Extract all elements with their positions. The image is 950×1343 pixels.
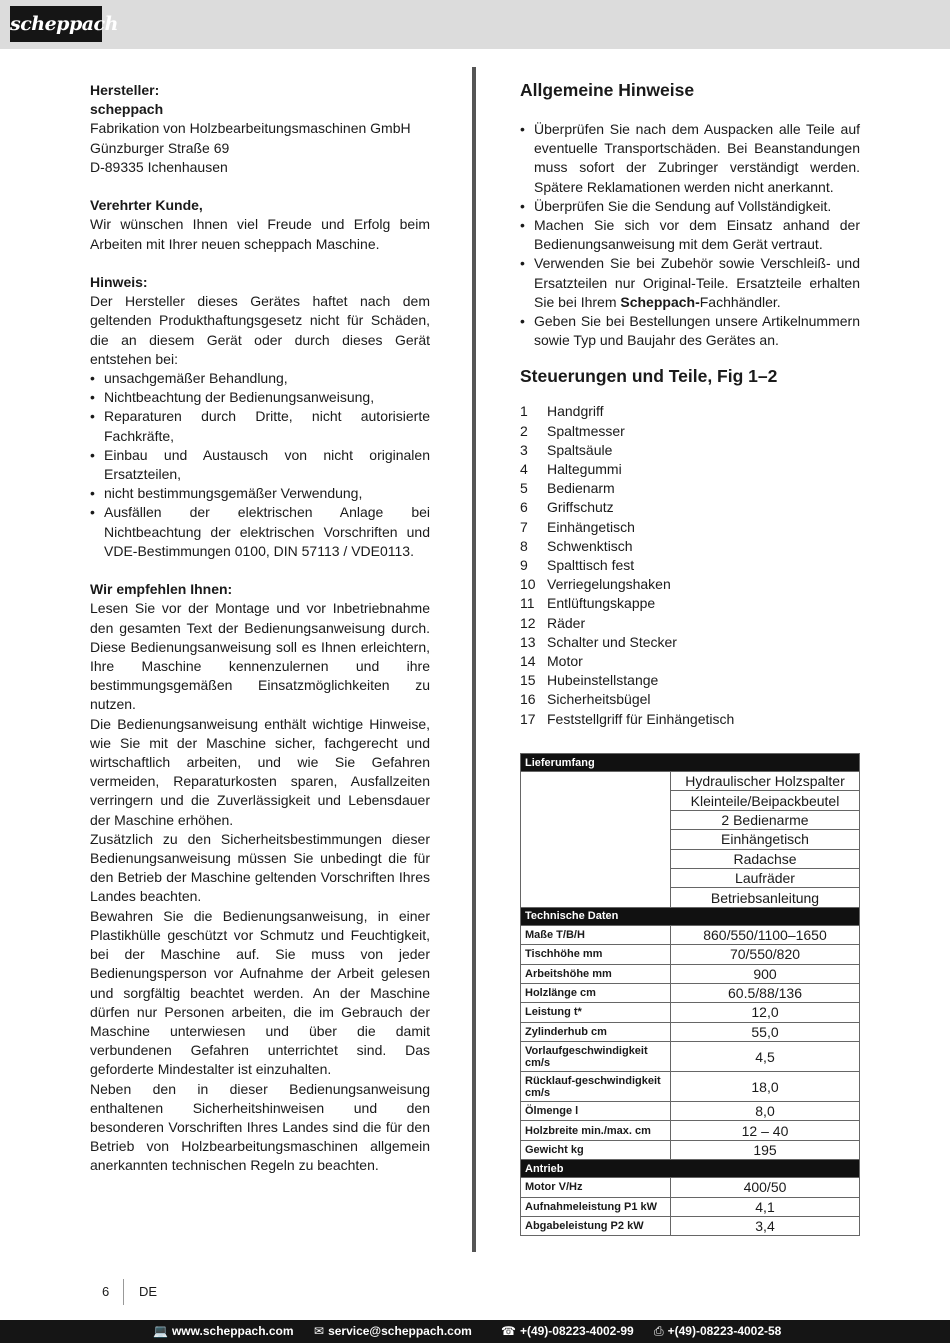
part-name: Hubeinstellstange [547, 672, 659, 689]
part-name: Motor [547, 653, 583, 670]
spec-value: 4,1 [671, 1197, 860, 1216]
scheppach-logo: scheppach [10, 6, 102, 42]
scope-item: 2 Bedienarme [671, 810, 860, 829]
spec-table [520, 753, 860, 1236]
parts-list [520, 402, 860, 728]
scope-item: Hydraulischer Holzspalter [671, 772, 860, 791]
column-divider [472, 67, 476, 1252]
part-number: 2 [520, 422, 528, 439]
part-number: 13 [520, 633, 536, 650]
part-number: 14 [520, 653, 536, 670]
spec-label: Abgabeleistung P2 kW [521, 1217, 671, 1236]
list-item: • Ausfällen der elektrischen Anlage bei Nichtbeachtung der elektrischen Vorschriften und VDE-Bestimmungen 0100, DIN 57113 / VDE0113. [90, 503, 430, 561]
greeting-heading: Verehrter Kunde, [90, 197, 203, 214]
part-name: Handgriff [547, 403, 604, 420]
phone-icon: ☎ [501, 1324, 516, 1338]
part-name: Sicherheitsbügel [547, 691, 651, 708]
part-number: 1 [520, 403, 528, 420]
controls-heading: Steuerungen und Teile, Fig 1–2 [520, 366, 778, 387]
mail-icon: ✉ [314, 1324, 325, 1338]
list-item [520, 556, 860, 575]
left-column [90, 81, 430, 1176]
part-name: Verriegelungshaken [547, 576, 671, 593]
spec-label: Gewicht kg [521, 1140, 671, 1159]
page-number: 6 [102, 1284, 110, 1299]
list-item [520, 575, 860, 594]
spec-label: Rücklauf-geschwindigkeit cm/s [521, 1072, 671, 1102]
general-list [520, 120, 860, 350]
part-name: Haltegummi [547, 461, 622, 478]
footer-fax [654, 1324, 781, 1339]
part-number: 16 [520, 691, 536, 708]
scope-heading: Lieferumfang [521, 754, 860, 772]
part-name: Bedienarm [547, 480, 615, 497]
spec-label: Maße T/B/H [521, 925, 671, 944]
drive-heading: Antrieb [521, 1160, 860, 1178]
list-item [520, 690, 860, 709]
list-item: • Überprüfen Sie die Sendung auf Vollständigkeit. [520, 197, 860, 216]
spec-value: 3,4 [671, 1217, 860, 1236]
list-item: • nicht bestimmungsgemäßer Verwendung, [90, 484, 430, 503]
table-row [521, 1022, 860, 1041]
footer-phone [501, 1324, 634, 1338]
website-link[interactable]: www.scheppach.com [171, 1324, 294, 1338]
table-row [521, 1121, 860, 1140]
list-item: • Geben Sie bei Bestellungen unsere Artikelnummern sowie Typ und Baujahr des Gerätes an. [520, 312, 860, 350]
spec-label: Vorlaufgeschwindigkeit cm/s [521, 1042, 671, 1072]
recommend-paragraph: Neben den in dieser Bedienungsanweisung enthaltenen Sicherheitshinweisen und den besonderen Vorschriften Ihres Landes sind die für den Betrieb von Holzbearbeitungsmaschinen allgemein anerkannten technischen Regeln zu beachten. [90, 1080, 430, 1174]
table-row [521, 925, 860, 944]
table-row [521, 1003, 860, 1022]
spec-label: Arbeitshöhe mm [521, 964, 671, 983]
language-code: DE [139, 1284, 158, 1299]
part-name: Räder [547, 614, 586, 631]
part-name: Feststellgriff für Einhängetisch [547, 710, 735, 727]
spec-label: Leistung t* [521, 1003, 671, 1022]
table-row [521, 1178, 860, 1197]
part-number: 5 [520, 480, 528, 497]
part-name: Schalter und Stecker [547, 633, 677, 650]
part-name: Einhängetisch [547, 518, 635, 535]
spec-value: 60.5/88/136 [671, 983, 860, 1002]
computer-icon: 💻 [153, 1324, 168, 1338]
list-item [520, 518, 860, 537]
recommend-paragraph: Bewahren Sie die Bedienungsanweisung, in einer Plastikhülle geschützt vor Schmutz und Feuchtigkeit, bei der Maschine auf. Sie muss von jeder Bedienungsperson vor Aufnahme der Arbeit gelesen und sorgfältig beachtet werden. An der Maschine dürfen nur Personen arbeiten, die im Gebrauch der Maschine unterwiesen und über die damit verbundenen Gefahren unterrichtet sind. Das geforderte Mindestalter ist einzuhalten. [90, 907, 430, 1078]
note-text: Der Hersteller dieses Gerätes haftet nach dem geltenden Produkthaftungsgesetz nicht für Schäden, die an diesem Gerät oder durch dieses Gerät entstehen bei: [90, 293, 430, 367]
part-number: 9 [520, 557, 528, 574]
spec-value: 195 [671, 1140, 860, 1159]
recommend-paragraph: Lesen Sie vor der Montage und vor Inbetriebnahme den gesamten Text der Bedienungsanweisung durch. Diese Bedienungsanweisung soll es Ihnen erleichtern, Ihre Maschine kennenzulernen und ihre bestimmungsgemäßen Einsatzmöglichkeiten zu nutzen. [90, 600, 430, 713]
list-item [520, 537, 860, 556]
part-number: 17 [520, 710, 536, 727]
fax-number: +(49)-08223-4002-58 [667, 1324, 782, 1338]
table-row [521, 1140, 860, 1159]
table-row [521, 964, 860, 983]
spec-value: 860/550/1100–1650 [671, 925, 860, 944]
tech-heading: Technische Daten [521, 907, 860, 925]
manufacturer-name: scheppach [90, 101, 164, 118]
spec-label: Motor V/Hz [521, 1178, 671, 1197]
footer-website[interactable] [153, 1324, 294, 1338]
manufacturer-street: Günzburger Straße 69 [90, 139, 230, 156]
footer-bar [0, 1320, 950, 1343]
manufacturer-company: Fabrikation von Holzbearbeitungsmaschinen GmbH [90, 120, 411, 137]
recommend-paragraph: Die Bedienungsanweisung enthält wichtige Hinweise, wie Sie mit der Maschine sicher, fachgerecht und wirtschaftlich arbeiten, und wie Sie Gefahren vermeiden, Reparaturkosten sparen, Ausfallzeiten verringern und die Zuverlässigkeit und Lebensdauer der Maschine erhöhen. [90, 715, 430, 828]
spec-label: Ölmenge l [521, 1102, 671, 1121]
table-row [521, 945, 860, 964]
list-item [520, 460, 860, 479]
general-heading: Allgemeine Hinweise [520, 80, 695, 100]
part-name: Spaltsäule [547, 441, 613, 458]
recommend-heading: Wir empfehlen Ihnen: [90, 581, 233, 598]
greeting-text: Wir wünschen Ihnen viel Freude und Erfolg beim Arbeiten mit Ihrer neuen scheppach Maschine. [90, 216, 430, 252]
spec-value: 400/50 [671, 1178, 860, 1197]
table-row [521, 1042, 860, 1072]
spec-value: 8,0 [671, 1102, 860, 1121]
email-link[interactable]: service@scheppach.com [328, 1324, 472, 1338]
list-item: • Machen Sie sich vor dem Einsatz anhand der Bedienungsanweisung mit dem Gerät vertraut. [520, 216, 860, 254]
spec-value: 12,0 [671, 1003, 860, 1022]
dealer-brand: Scheppach- [620, 293, 700, 310]
list-item [520, 498, 860, 517]
liability-list [90, 369, 430, 561]
list-item [520, 633, 860, 652]
spec-value: 70/550/820 [671, 945, 860, 964]
table-row [521, 1102, 860, 1121]
list-item [520, 594, 860, 613]
manufacturer-city: D-89335 Ichenhausen [90, 158, 228, 175]
table-cell-empty [521, 772, 671, 908]
recommend-paragraph: Zusätzlich zu den Sicherheitsbestimmungen dieser Bedienungsanweisung müssen Sie unbedingt die für den Betrieb der Maschine geltenden Vorschriften Ihres Landes beachten. [90, 830, 430, 905]
footer-email[interactable] [314, 1324, 472, 1338]
scope-item: Radachse [671, 849, 860, 868]
list-item: • Nichtbeachtung der Bedienungsanweisung, [90, 388, 430, 407]
spec-value: 55,0 [671, 1022, 860, 1041]
dealer-text: Fachhändler. [699, 293, 781, 310]
part-number: 11 [520, 595, 535, 612]
part-number: 7 [520, 518, 528, 535]
manufacturer-heading: Hersteller: [90, 82, 160, 98]
spec-value: 4,5 [671, 1042, 860, 1072]
table-row [521, 983, 860, 1002]
header-bar [0, 0, 950, 49]
list-item [520, 402, 860, 421]
list-item: • Reparaturen durch Dritte, nicht autorisierte Fachkräfte, [90, 407, 430, 445]
spec-label: Zylinderhub cm [521, 1022, 671, 1041]
table-row [521, 1072, 860, 1102]
part-number: 15 [520, 672, 536, 689]
page-number-divider [123, 1279, 124, 1305]
spec-label: Holzbreite min./max. cm [521, 1121, 671, 1140]
part-name: Schwenktisch [547, 537, 633, 554]
right-column [520, 79, 860, 729]
phone-number: +(49)-08223-4002-99 [519, 1324, 634, 1338]
part-name: Griffschutz [547, 499, 614, 516]
part-number: 3 [520, 441, 528, 458]
fax-icon: ⎙ [654, 1324, 664, 1338]
spec-label: Aufnahmeleistung P1 kW [521, 1197, 671, 1216]
table-row [521, 1197, 860, 1216]
table-row [521, 1217, 860, 1236]
part-number: 4 [520, 461, 528, 478]
scope-item: Kleinteile/Beipackbeutel [671, 791, 860, 810]
part-number: 12 [520, 614, 536, 631]
list-item [520, 614, 860, 633]
spec-label: Tischhöhe mm [521, 945, 671, 964]
list-item [520, 710, 860, 729]
part-number: 6 [520, 499, 528, 516]
part-name: Entlüftungskappe [547, 595, 656, 612]
list-item [520, 422, 860, 441]
part-name: Spaltmesser [547, 422, 625, 439]
note-heading: Hinweis: [90, 274, 148, 290]
spec-value: 900 [671, 964, 860, 983]
list-item: • Einbau und Austausch von nicht originalen Ersatzteilen, [90, 446, 430, 484]
part-number: 8 [520, 537, 528, 554]
scope-item: Einhängetisch [671, 830, 860, 849]
table-row [521, 772, 860, 791]
part-name: Spalttisch fest [547, 557, 635, 574]
list-item [520, 671, 860, 690]
scope-item: Laufräder [671, 868, 860, 887]
spec-label: Holzlänge cm [521, 983, 671, 1002]
scope-item: Betriebsanleitung [671, 888, 860, 907]
part-number: 10 [520, 576, 536, 593]
list-item [520, 479, 860, 498]
list-item [520, 254, 860, 312]
list-item-text: Verwenden Sie bei Zubehör sowie Verschleiß- und Ersatzteilen nur Original-Teile. Ersatzteile erhalten Sie bei Ihrem [534, 255, 860, 310]
list-item [520, 652, 860, 671]
list-item [520, 441, 860, 460]
spec-value: 12 – 40 [671, 1121, 860, 1140]
spec-value: 18,0 [671, 1072, 860, 1102]
list-item: • Überprüfen Sie nach dem Auspacken alle Teile auf eventuelle Transportschäden. Bei Beanstandungen muss sofort der Zubringer verständigt werden. Spätere Reklamationen werden nicht anerkannt. [520, 120, 860, 197]
list-item: • unsachgemäßer Behandlung, [90, 369, 430, 388]
